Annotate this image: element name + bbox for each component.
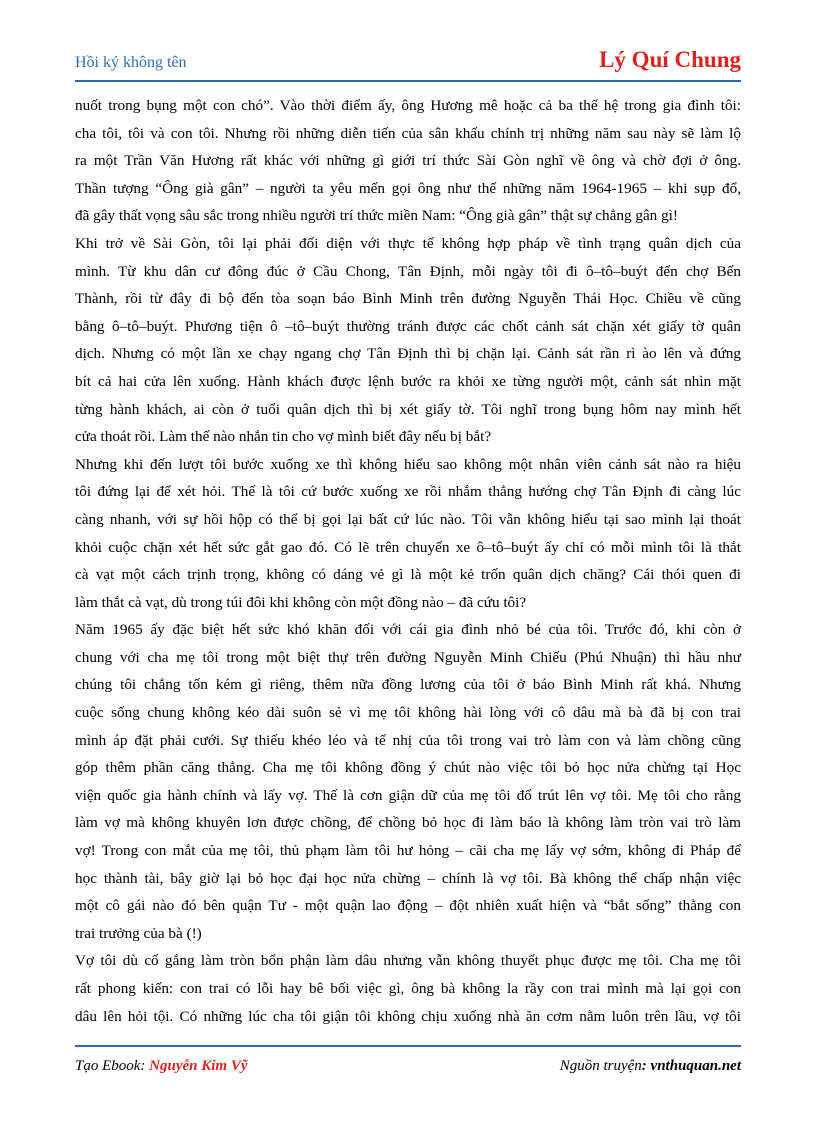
text-line: vợ! Trong con mắt của mẹ tôi, thủ phạm làm tôi hư hỏng – cãi cha mẹ lấy vợ sớm, không đi Pháp để	[75, 842, 741, 860]
text-line: đã gây thất vọng sâu sắc trong nhiều người trí thức miền Nam: “Ông già gân” thật sự chẳng gân gì!	[75, 207, 678, 225]
paragraph	[75, 92, 741, 230]
text-line: nuốt trong bụng một con chó”. Vào thời điểm ấy, ông Hương mê hoặc cả ba thế hệ trong gia đình tôi:	[75, 97, 741, 114]
page-body	[75, 92, 741, 1030]
book-title: Hồi ký không tên	[75, 54, 187, 71]
text-line: Vợ tôi dù cố gắng làm tròn bổn phận làm dâu nhưng vẫn không thuyết phục được mẹ tôi. Cha mẹ tôi	[75, 952, 741, 970]
text-line: từng hành khách, ai còn ở tuổi quân dịch thì bị xét giấy tờ. Tôi nghĩ trong bụng hôm nay mình hết	[75, 400, 741, 418]
text-line: cuộc sống chung không kéo dài suôn sẻ vì mẹ tôi không hài lòng với cô dâu mà bà đã bị con trai	[75, 704, 741, 722]
text-line: chung với cha mẹ tôi trong một biệt thự trên đường Nguyễn Minh Chiếu (Phú Nhuận) thì hầu như	[75, 648, 741, 666]
source-separator: :	[641, 1058, 651, 1074]
text-line: chúng tôi chẳng tốn kém gì riêng, thêm nữa đồng lương của tôi ở báo Bình Minh rất khá. Nhưng	[75, 676, 741, 694]
ebook-credit	[75, 1058, 248, 1075]
source-label: Nguồn truyện	[559, 1058, 642, 1074]
page-footer	[75, 1045, 741, 1087]
text-line: tôi đứng lại để xét hỏi. Thế là tôi cứ bước xuống xe rồi nhắm thẳng hướng chợ Tân Định đi càng lúc	[75, 483, 741, 501]
text-line: cha tôi, tôi và con tôi. Nhưng rồi những diễn tiến của sân khấu chính trị những năm sau này sẽ làm lộ	[75, 124, 741, 142]
text-line: Thành, rồi từ đây đi bộ đến tòa soạn báo Bình Minh trên đường Nguyễn Thái Học. Chiều về cũng	[75, 290, 741, 308]
page-header	[75, 44, 741, 82]
text-line: cà vạt một cách trịnh trọng, không có dáng vẻ gì là một kẻ trốn quân dịch chăng? Cái thói quen đi	[75, 566, 741, 584]
text-line: càng nhanh, với sự hồi hộp có thể bị gọi lại bất cứ lúc nào. Tôi vẫn không hiểu tại sao mình lại thoát	[75, 510, 741, 528]
text-line: Khi trở về Sài Gòn, tôi lại phải đối diện với thực tế không hợp pháp về tình trạng quân dịch của	[75, 234, 741, 252]
text-line: dịch. Nhưng có một lần xe chạy ngang chợ Tân Định thì bị chặn lại. Cảnh sát rần rì ào lên và đứng	[75, 345, 741, 363]
text-line: học thành tài, bây giờ lại bỏ học đại học nửa chừng – chính là vợ tôi. Bà không thể chấp nhận việc	[75, 869, 741, 887]
text-line: cửa thoát rồi. Làm thế nào nhắn tin cho vợ mình biết đây nếu bị bắt?	[75, 428, 492, 446]
text-line: bằng ô–tô–buýt. Phương tiện ô –tô–buýt thường tránh được các chốt cảnh sát chặn xét giấy tờ quân	[75, 317, 741, 335]
text-line: trai trưởng của bà (!)	[75, 924, 202, 942]
text-line: dâu lên hỏi tội. Có những lúc cha tôi giận tôi không chịu xuống nhà ăn cơm nằm luôn trên lầu, vợ tôi	[75, 1007, 741, 1025]
text-line: làm vợ mà không khuyên lơn được chồng, để chồng bỏ học đi làm báo là không làm tròn vai trò làm	[75, 814, 741, 832]
text-line: góp thêm phần căng thẳng. Cha mẹ tôi không đồng ý chút nào việc tôi bỏ học nửa chừng tại Học	[75, 759, 741, 777]
ebook-label: Tạo Ebook	[75, 1058, 141, 1074]
text-line: khỏi cuộc chặn xét hết sức gắt gao đó. Có lẽ trên chuyến xe ô–tô–buýt ấy chỉ có mỗi mình tôi là thắt	[75, 538, 741, 556]
paragraph	[75, 230, 741, 451]
text-line: Năm 1965 ấy đặc biệt hết sức khó khăn đối với cái gia đình nhỏ bé của tôi. Trước đó, khi còn ở	[75, 621, 741, 639]
ebook-separator: :	[140, 1058, 150, 1074]
text-line: rất phong kiến: con trai có lỗi hay bê bối việc gì, ông bà không la rầy con trai mình mà lại gọi con	[75, 980, 741, 997]
paragraph	[75, 616, 741, 947]
paragraph	[75, 451, 741, 617]
paragraph	[75, 947, 741, 1030]
text-line: viện quốc gia hành chính và lấy vợ. Thế là cơn giận dữ của mẹ tôi đổ trút lên vợ tôi. Mẹ tôi cho rằng	[75, 786, 741, 804]
text-line: mình. Từ khu dân cư đông đúc ở Cầu Chong, Tân Định, mỗi ngày tôi đi ô–tô–buýt đến chợ Bến	[75, 262, 741, 280]
text-line: Nhưng khi đến lượt tôi bước xuống xe thì không hiểu sao không một nhân viên cảnh sát nào ra hiệu	[75, 455, 741, 473]
text-line: mình áp đặt phải cưới. Sự thiếu khéo léo và tế nhị của tôi trong vai trò làm con và làm chồng cũng	[75, 731, 741, 749]
text-line: làm thắt cà vạt, dù trong túi đôi khi không còn một đồng nào – đã cứu tôi?	[75, 593, 527, 611]
text-line: một cô gái nào đó bên quận Tư - một quận lao động – đột nhiên xuất hiện và “bắt sống” thằng con	[75, 897, 741, 915]
source-credit	[560, 1058, 741, 1075]
text-line: bít cả hai cửa lên xuống. Hành khách được lệnh bước ra khỏi xe từng người một, cảnh sát nhìn mặt	[75, 372, 741, 390]
source-site: vnthuquan.net	[650, 1058, 741, 1074]
text-line: Thần tượng “Ông già gân” – người ta yêu mến gọi ông như thế những năm 1964-1965 – khi sụp đổ,	[75, 179, 741, 197]
text-line: ra một Trần Văn Hương rất khác với những gì giới trí thức Sài Gòn nghĩ về ông và chờ đợi ở ông.	[75, 152, 741, 170]
ebook-author: Nguyễn Kim Vỹ	[149, 1058, 248, 1074]
author-name: Lý Quí Chung	[599, 47, 741, 72]
